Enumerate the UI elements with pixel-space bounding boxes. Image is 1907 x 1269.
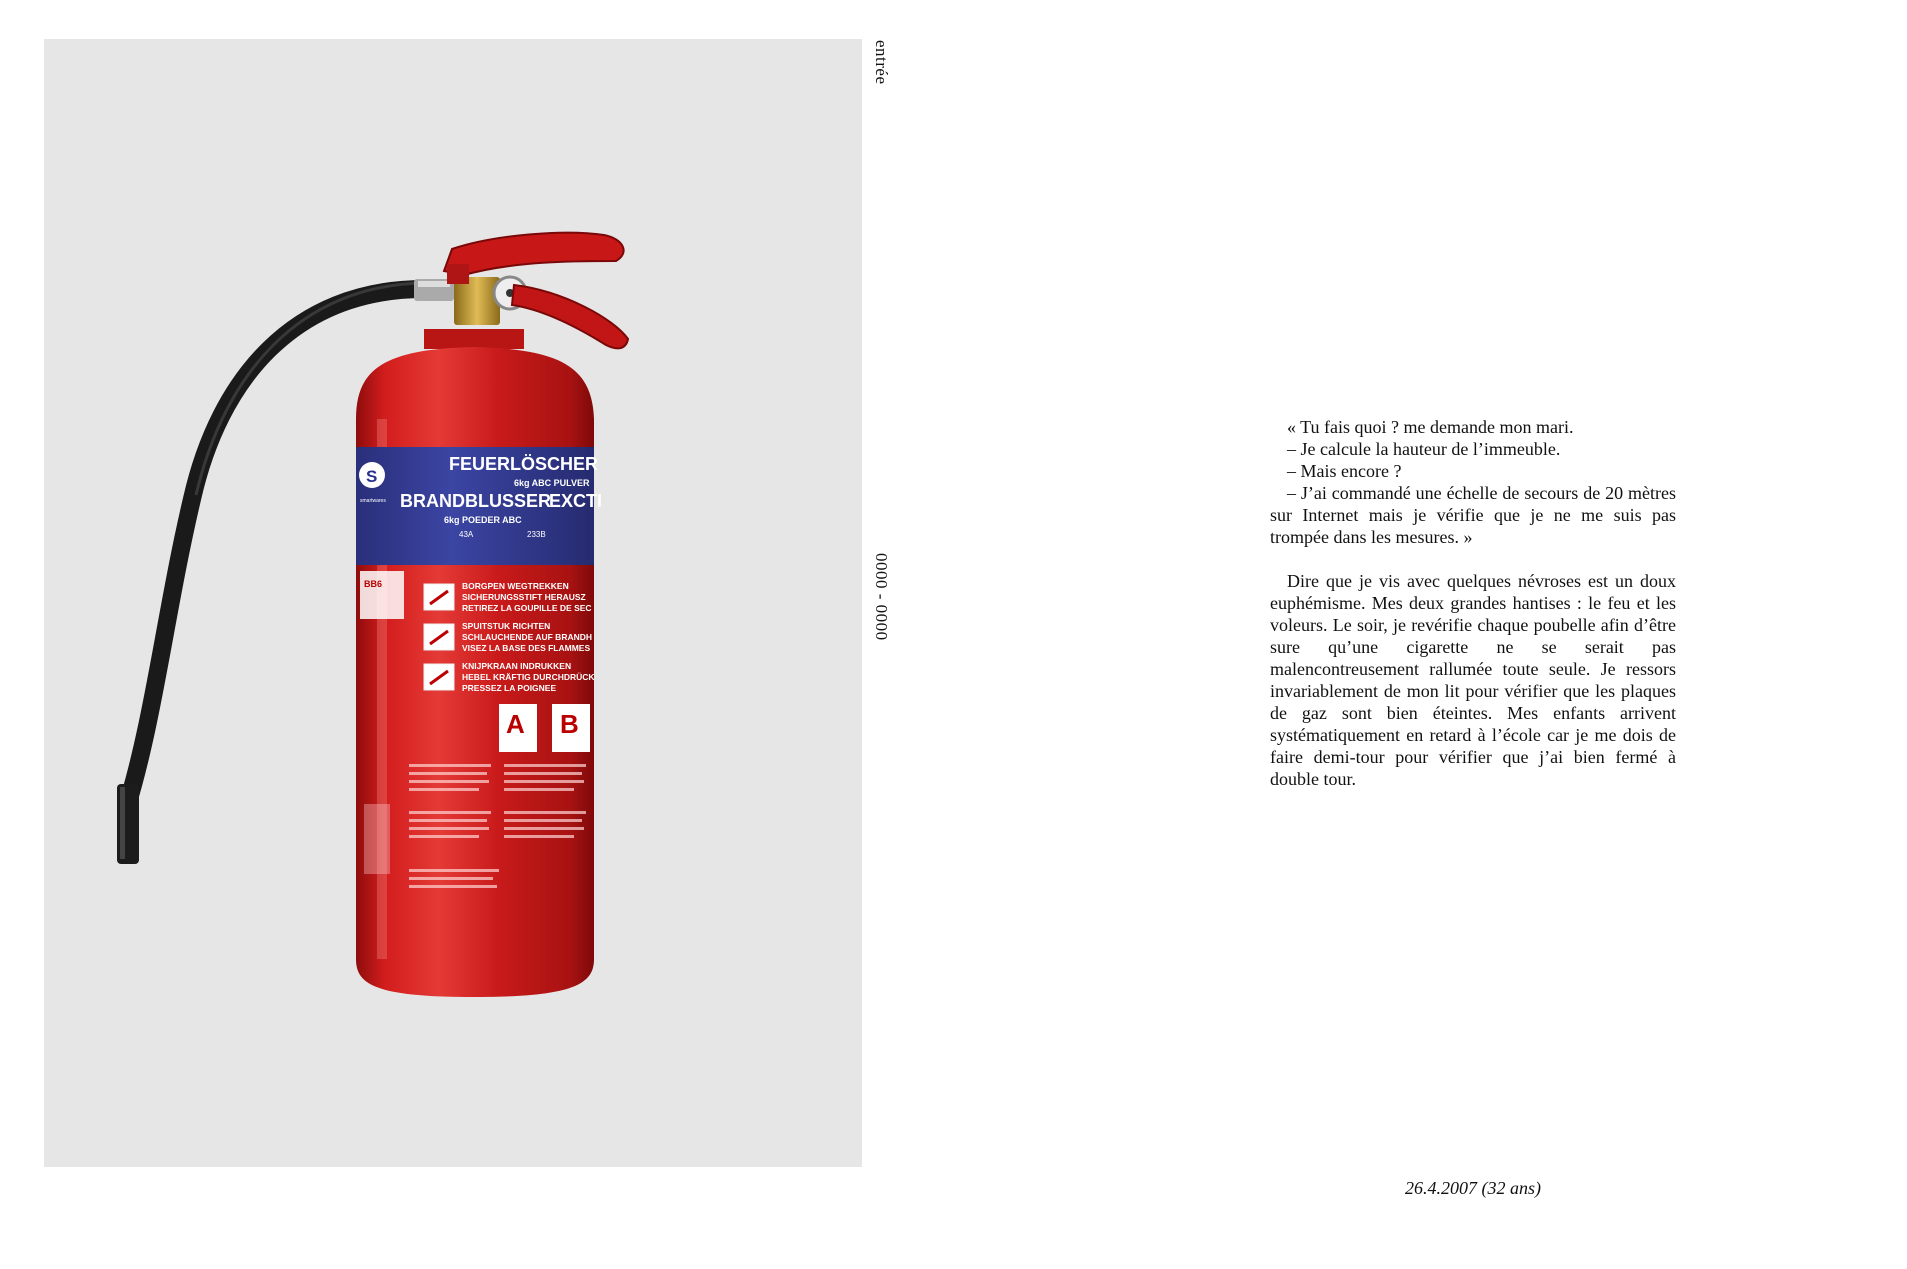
svg-text:43A: 43A: [459, 530, 474, 539]
svg-text:S: S: [366, 467, 378, 486]
svg-text:6kg POEDER ABC: 6kg POEDER ABC: [444, 515, 522, 525]
dialogue-line: – Mais encore ?: [1287, 461, 1402, 481]
svg-text:233B: 233B: [527, 530, 546, 539]
paragraph-spacer: [1270, 548, 1676, 570]
handle-top: [444, 233, 624, 275]
svg-text:SCHLAUCHENDE AUF BRANDH: SCHLAUCHENDE AUF BRANDH: [462, 632, 593, 642]
body-paragraph: Dire que je vis avec quelques névroses est un doux euphémisme. Mes deux grandes hantises : le feu et les voleurs. Le soir, je revérifie chaque poubelle afin d’être sure qu’une cigarette ne se serait pas malencontreusement rallumée toute seule. Je ressors invariablement de mon lit pour vérifier que les plaques de gaz sont bien éteintes. Mes enfants arrivent systématiquement en retard à l’école car je me dois de faire demi-tour pour vérifier que j’ai bien fermé à double tour.: [1270, 571, 1676, 789]
section-label: entrée: [872, 40, 891, 85]
date-caption: 26.4.2007 (32 ans): [1405, 1178, 1541, 1198]
svg-text:BORGPEN WEGTREKKEN: BORGPEN WEGTREKKEN: [462, 581, 569, 591]
dialogue-line: « Tu fais quoi ? me demande mon mari.: [1287, 417, 1574, 437]
svg-text:BRANDBLUSSER: BRANDBLUSSER: [400, 491, 552, 511]
svg-text:RETIREZ LA GOUPILLE DE SEC: RETIREZ LA GOUPILLE DE SEC: [462, 603, 592, 613]
fire-extinguisher-photo: [44, 39, 862, 1167]
svg-text:smartwares: smartwares: [360, 498, 386, 504]
dialogue-line: – J’ai commandé une échelle de secours de 20 mètres sur Internet mais je vérifie que je ne me suis pas trompée dans les mesures. »: [1270, 483, 1676, 547]
page-code-label: 0000 - 0000: [872, 553, 891, 641]
svg-text:SICHERUNGSSTIFT HERAUSZ: SICHERUNGSSTIFT HERAUSZ: [462, 592, 586, 602]
svg-text:FEUERLÖSCHER: FEUERLÖSCHER: [449, 454, 599, 474]
svg-text:PRESSEZ LA POIGNEE: PRESSEZ LA POIGNEE: [462, 683, 557, 693]
svg-text:VISEZ LA BASE DES FLAMMES: VISEZ LA BASE DES FLAMMES: [462, 643, 591, 653]
svg-text:EXCTI: EXCTI: [549, 491, 603, 511]
body-text: [1270, 416, 1676, 790]
svg-text:HEBEL KRÄFTIG DURCHDRÜCK: HEBEL KRÄFTIG DURCHDRÜCK: [462, 672, 595, 682]
svg-text:BB6: BB6: [364, 579, 383, 589]
svg-text:B: B: [560, 709, 579, 739]
valve-brass: [454, 277, 500, 325]
svg-text:SPUITSTUK RICHTEN: SPUITSTUK RICHTEN: [462, 621, 551, 631]
svg-text:6kg ABC PULVER: 6kg ABC PULVER: [514, 478, 590, 488]
svg-text:KNIJPKRAAN INDRUKKEN: KNIJPKRAAN INDRUKKEN: [462, 661, 572, 671]
dialogue-line: – Je calcule la hauteur de l’immeuble.: [1287, 439, 1561, 459]
svg-text:A: A: [506, 709, 525, 739]
handle-bottom: [512, 285, 628, 348]
photo-panel: [44, 39, 862, 1167]
